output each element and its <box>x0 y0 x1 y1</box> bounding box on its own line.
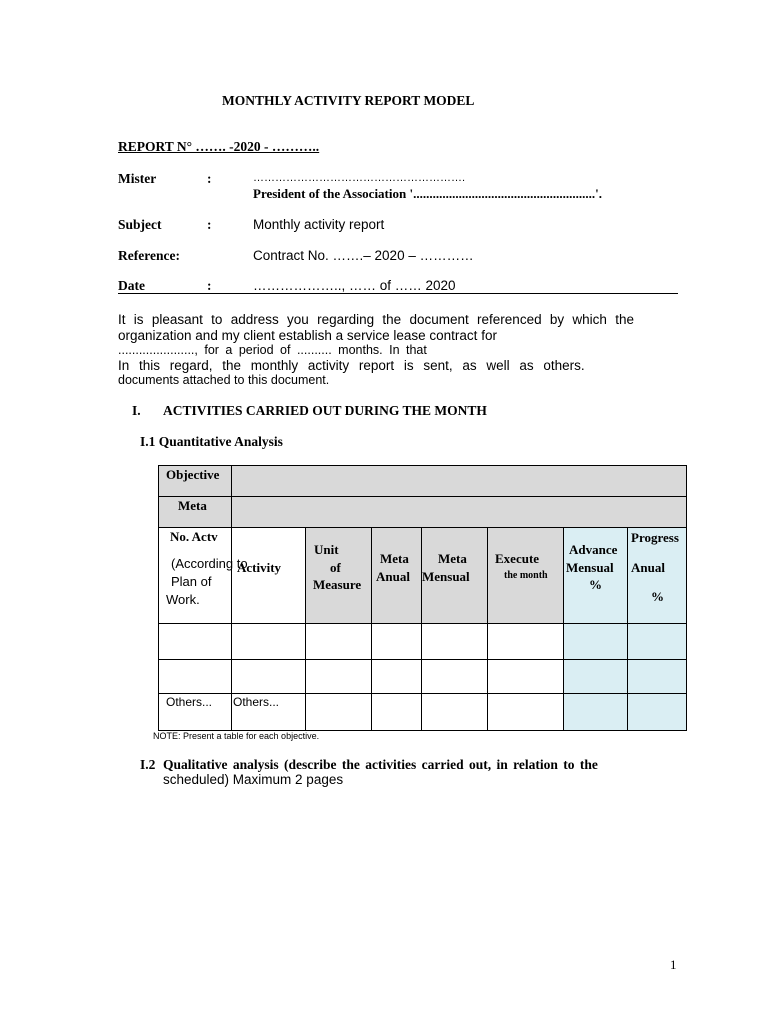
page-number: 1 <box>670 957 677 972</box>
date-underline <box>118 293 678 294</box>
body-blue-bg <box>563 623 687 731</box>
reference-value: Contract No. …….– 2020 – ………… <box>253 248 474 263</box>
execute-header-sub: the month <box>504 570 548 581</box>
meta-anual-header-line2: Anual <box>376 569 410 584</box>
others-cell-2: Others... <box>233 695 280 709</box>
activity-header: Activity <box>237 560 282 575</box>
advance-header-line1: Advance <box>569 542 618 557</box>
intro-paragraph-line1: It is pleasant to address you regarding the document referenced by which the organization and my client establish a service lease contract for <box>118 312 634 343</box>
section-1-title: ACTIVITIES CARRIED OUT DURING THE MONTH <box>163 403 487 418</box>
meta-anual-header-line1: Meta <box>380 551 409 566</box>
section-1-2-number: I.2 <box>140 757 156 772</box>
progress-header-line2: Anual <box>631 560 665 575</box>
objective-label: Objective <box>166 467 220 482</box>
according-line2: Plan of <box>171 574 212 589</box>
subject-label: Subject <box>118 217 162 232</box>
section-1-2-text-normal: scheduled) Maximum 2 pages <box>163 772 344 787</box>
mister-label: Mister <box>118 171 157 186</box>
meta-mensual-header-line2: Mensual <box>422 569 470 584</box>
according-line3: Work. <box>166 592 200 607</box>
table-note: NOTE: Present a table for each objective. <box>153 731 320 741</box>
date-value: ……………….., …… of …… 2020 <box>253 278 456 293</box>
execute-header: Execute <box>495 551 540 566</box>
subject-value: Monthly activity report <box>253 217 385 232</box>
section-1-1-heading: I.1 Quantitative Analysis <box>140 434 283 449</box>
section-1-2-text-bold: Qualitative analysis (describe the activities carried out, in relation to the <box>163 757 598 772</box>
according-line1: (According to <box>171 556 248 571</box>
intro-paragraph-line4: documents attached to this document. <box>118 373 330 387</box>
page-title: MONTHLY ACTIVITY REPORT MODEL <box>222 93 475 108</box>
date-colon: : <box>207 278 212 293</box>
date-label: Date <box>118 278 145 293</box>
advance-header-line2: Mensual <box>566 560 614 575</box>
mister-value: President of the Association '........................................................'. <box>253 186 602 201</box>
intro-paragraph-line2: ......................, for a period of .......... months. In that <box>118 343 427 357</box>
no-actv-header: No. Actv <box>170 529 218 544</box>
advance-header-line3: % <box>589 577 602 592</box>
unit-header-line1: Unit <box>314 542 339 557</box>
unit-header-line2: of <box>330 560 341 575</box>
progress-header-line1: Progress <box>631 530 679 545</box>
section-1-number: I. <box>132 403 141 418</box>
others-cell-1: Others... <box>166 695 213 709</box>
intro-paragraph-line3: In this regard, the monthly activity report is sent, as well as others. <box>118 358 585 373</box>
unit-header-line3: Measure <box>313 577 362 592</box>
report-number: REPORT N° ……. -2020 - ……….. <box>118 139 320 154</box>
section-1-heading <box>132 403 487 419</box>
meta-mensual-header-line1: Meta <box>438 551 467 566</box>
reference-label: Reference: <box>118 248 180 263</box>
meta-label: Meta <box>178 498 207 513</box>
mister-colon: : <box>207 171 212 186</box>
progress-header-line3: % <box>651 589 664 604</box>
mister-dots: …………………………………………………. <box>253 172 466 184</box>
subject-colon: : <box>207 217 212 232</box>
quantitative-table <box>158 465 687 731</box>
